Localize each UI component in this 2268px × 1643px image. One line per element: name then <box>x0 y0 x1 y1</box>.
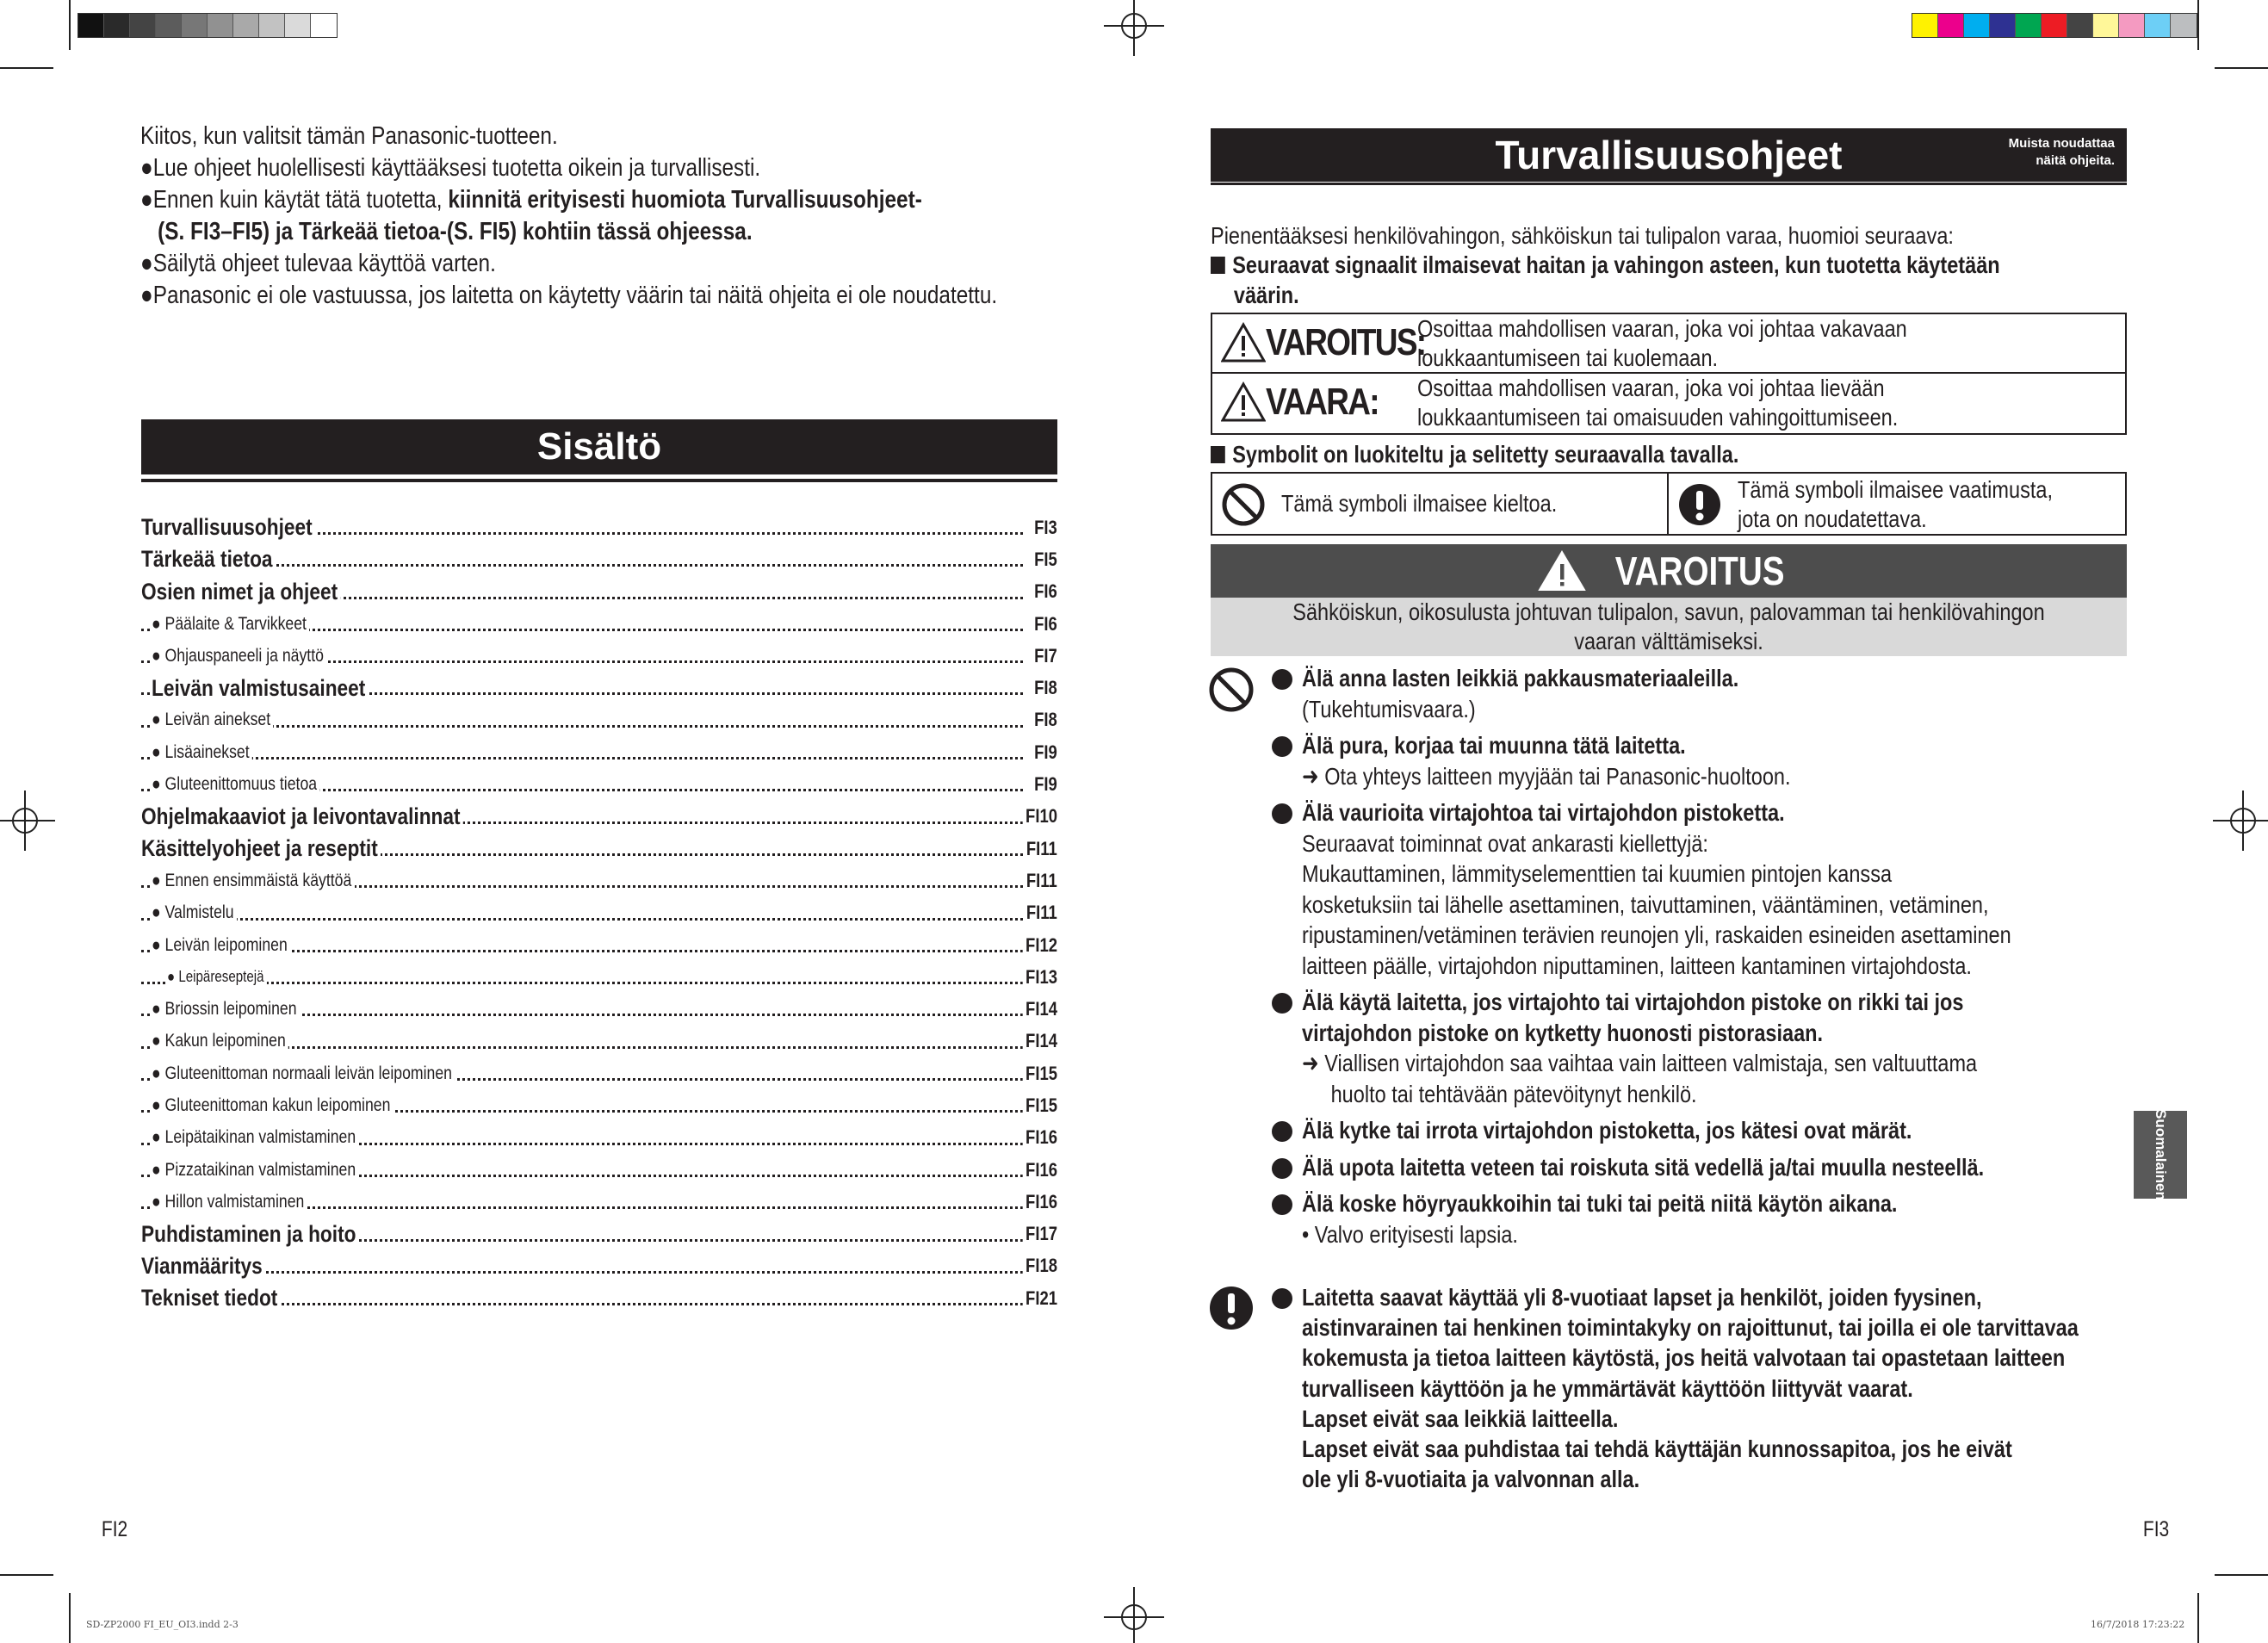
toc-entry-page: FI14 <box>1023 998 1057 1020</box>
color-swatch <box>2042 14 2067 37</box>
grey-swatch <box>233 14 259 37</box>
language-tab: Suomalainen <box>2134 1111 2187 1199</box>
toc-entry-page: FI17 <box>1023 1223 1057 1245</box>
intro-line: ●Ennen kuin käytät tätä tuotetta, kiinnitä erityisesti huomiota Turvallisuusohjeet- <box>140 186 922 214</box>
warning-subtitle: Sähköiskun, oikosulusta johtuvan tulipalon, savun, palovamman tai henkilövahingon vaaran välttämiseksi. <box>1211 598 2127 656</box>
toc-entry-label: ● Ennen ensimmäistä käyttöä <box>152 871 355 891</box>
toc-leader <box>141 918 1023 921</box>
mandatory-icon <box>1677 482 1722 527</box>
toc-entry-label: ● Päälaite & Tarvikkeet <box>152 614 309 635</box>
toc-entry-label: Puhdistaminen ja hoito <box>141 1221 359 1248</box>
toc-entry-page: FI21 <box>1023 1287 1057 1310</box>
header-note: Muista noudattaa näitä ohjeita. <box>2008 136 2115 168</box>
toc-entry-page: FI11 <box>1024 870 1057 892</box>
toc-entry <box>141 1122 1057 1154</box>
warning-bar <box>1211 544 2127 598</box>
symbols-heading: Symbolit on luokiteltu ja selitetty seuraavalla tavalla. <box>1211 439 1738 469</box>
toc-entry <box>141 736 1057 768</box>
signal-label: VAROITUS: <box>1266 321 1426 363</box>
toc-entry <box>141 768 1057 800</box>
crop-mark <box>2197 1593 2199 1643</box>
process-color-bar <box>1912 13 2197 38</box>
toc-entry-label: ● Leivän ainekset <box>152 710 274 730</box>
toc-entry-page: FI15 <box>1023 1063 1057 1085</box>
toc-entry <box>141 1186 1057 1218</box>
crop-mark <box>69 1593 71 1643</box>
toc-entry-page: FI14 <box>1023 1030 1057 1052</box>
toc-entry-label: ● Briossin leipominen <box>152 999 300 1020</box>
crop-mark <box>2197 0 2199 50</box>
toc-entry-page: FI15 <box>1023 1094 1057 1117</box>
toc-entry-label: Ohjelmakaaviot ja leivontavalinnat <box>141 803 463 830</box>
list-item: Älä upota laitetta veteen tai roiskuta sitä vedellä ja/tai muulla nesteellä. <box>1272 1152 2147 1183</box>
slug-file-info: SD-ZP2000 FI_EU_OI3.indd 2-3 <box>86 1619 239 1630</box>
crop-mark <box>0 1574 53 1576</box>
table-of-contents <box>141 512 1057 1314</box>
toc-entry-label: Osien nimet ja ohjeet <box>141 579 340 605</box>
grey-swatch <box>285 14 311 37</box>
toc-entry-page: FI18 <box>1023 1255 1057 1277</box>
toc-entry-page: FI10 <box>1023 805 1057 828</box>
safety-header <box>1211 128 2127 182</box>
list-item: Älä kytke tai irrota virtajohdon pistoketta, jos kätesi ovat märät. <box>1272 1115 2147 1146</box>
signal-description: Osoittaa mahdollisen vaaran, joka voi johtaa lievään loukkaantumiseen tai omaisuuden vahingoittumiseen. <box>1417 375 1899 431</box>
symbol-prohibit-text: Tämä symboli ilmaisee kieltoa. <box>1281 490 1558 517</box>
signal-label: VAARA: <box>1266 381 1379 423</box>
toc-entry-page: FI16 <box>1023 1191 1057 1213</box>
toc-entry <box>141 1154 1057 1186</box>
toc-entry <box>141 704 1057 736</box>
toc-entry-label: Leivän valmistusaineet <box>152 675 369 702</box>
mandatory-icon <box>1208 1285 1255 1331</box>
registration-mark-right <box>2213 790 2268 851</box>
registration-mark-top <box>1104 0 1164 56</box>
toc-entry <box>141 1250 1057 1282</box>
toc-leader <box>141 1271 1023 1274</box>
list-item: Älä käytä laitetta, jos virtajohto tai virtajohdon pistoke on rikki tai jos virtajohdon pistoke on kytketty huonosti pistorasiaan. ➜ Viallisen virtajohdon saa vaihtaa vain laitteen valmistaja, sen valtuuttama huolto tai tehtävään pätevöitynyt henkilö. <box>1272 987 2147 1109</box>
list-item: Laitetta saavat käyttää yli 8-vuotiaat lapset ja henkilöt, joiden fyysinen, aistinvarainen tai henkinen toimintakyky on rajoittunut, tai joilla ei ole tarvittavaa kokemusta ja tietoa laitteen käytöstä, jos heitä valvotaan tai opastetaan laitteen turvalliseen käyttöön ja he ymmärtävät käyttöön liittyvät vaarat. Lapset eivät saa leikkiä laitteella. Lapset eivät saa puhdistaa tai tehdä käyttäjän kunnossapitoa, jos he eivät ole yli 8-vuotiaita ja valvonnan alla. <box>1272 1282 2227 1494</box>
toc-entry <box>141 1282 1057 1314</box>
warning-triangle-icon <box>1221 381 1266 423</box>
toc-entry-label: ● Hillon valmistaminen <box>152 1192 307 1212</box>
toc-entry-page: FI6 <box>1032 580 1057 603</box>
toc-title: Sisältö <box>141 419 1057 474</box>
toc-entry-page: FI13 <box>1023 966 1057 989</box>
color-swatch <box>1964 14 1990 37</box>
toc-entry <box>141 608 1057 640</box>
intro-text <box>140 121 1161 312</box>
intro-line: Kiitos, kun valitsit tämän Panasonic-tuotteen. <box>140 122 558 150</box>
toc-entry-label: ● Gluteenittoman normaali leivän leipominen <box>152 1063 455 1084</box>
list-item: Älä vaurioita virtajohtoa tai virtajohdon pistoketta. Seuraavat toiminnat ovat ankarasti kiellettyjä: Mukauttaminen, lämmityselementtien tai kuumien pintojen kanssa kosketuksiin tai lähelle asettaminen, taivuttaminen, vääntäminen, vetäminen, ripustaminen/vetäminen terävien reunojen yli, raskaiden esineiden asettaminen laitteen päälle, virtajohdon niputtaminen, laitteen kantaminen virtajohdosta. <box>1272 797 2147 981</box>
toc-leader <box>141 757 1023 760</box>
toc-entry-label: ● Valmistelu <box>152 902 237 923</box>
registration-mark-left <box>0 790 55 851</box>
intro-line: ●Lue ohjeet huolellisesti käyttääksesi tuotetta oikein ja turvallisesti. <box>140 154 761 182</box>
warning-triangle-icon <box>1537 549 1587 592</box>
color-swatch <box>2171 14 2197 37</box>
toc-entry-label: ● Lisäainekset <box>152 742 252 763</box>
grey-swatch <box>311 14 337 37</box>
toc-entry <box>141 897 1057 929</box>
toc-entry-page: FI6 <box>1032 613 1057 636</box>
divider <box>1211 183 2127 185</box>
toc-entry-label: Käsittelyohjeet ja reseptit <box>141 835 381 862</box>
toc-entry-label: ● Leivän leipominen <box>152 935 290 956</box>
intro-line: ●Säilytä ohjeet tulevaa käyttöä varten. <box>140 250 496 277</box>
toc-entry-label: Vianmääritys <box>141 1253 265 1280</box>
toc-entry-page: FI8 <box>1032 677 1057 699</box>
toc-entry-page: FI7 <box>1032 645 1057 667</box>
crop-mark <box>2215 67 2268 69</box>
signal-row-caution <box>1212 374 2125 433</box>
toc-entry <box>141 929 1057 961</box>
symbol-required-cell: Tämä symboli ilmaisee vaatimusta, jota on noudatettava. <box>1669 474 2125 534</box>
toc-entry <box>141 512 1057 543</box>
prohibition-list <box>1272 663 2147 1249</box>
toc-entry-page: FI9 <box>1032 741 1057 764</box>
grey-swatch <box>130 14 156 37</box>
safety-intro: Pienentääksesi henkilövahingon, sähköiskun tai tulipalon varaa, huomioi seuraava: <box>1211 222 1954 249</box>
toc-entry-page: FI16 <box>1023 1159 1057 1181</box>
toc-entry-label: Turvallisuusohjeet <box>141 514 315 541</box>
toc-entry <box>141 672 1057 704</box>
grey-swatch <box>259 14 285 37</box>
toc-entry-label: ● Leipäreseptejä <box>167 968 267 986</box>
signal-description: Osoittaa mahdollisen vaaran, joka voi johtaa vakavaan loukkaantumiseen tai kuolemaan. <box>1417 315 1907 371</box>
grey-swatch <box>78 14 104 37</box>
toc-leader <box>141 725 1023 728</box>
toc-entry <box>141 640 1057 672</box>
list-item: Älä anna lasten leikkiä pakkausmateriaaleilla. (Tukehtumisvaara.) <box>1272 663 2147 724</box>
toc-entry <box>141 1089 1057 1121</box>
toc-entry <box>141 961 1057 993</box>
crop-mark <box>0 67 53 69</box>
intro-line: ●Panasonic ei ole vastuussa, jos laitetta on käytetty väärin tai näitä ohjeita ei ole noudatettu. <box>140 282 998 309</box>
color-swatch <box>2093 14 2119 37</box>
toc-entry-page: FI16 <box>1023 1126 1057 1149</box>
toc-entry <box>141 833 1057 865</box>
prohibition-icon <box>1208 666 1255 713</box>
toc-entry-label: ● Kakun leipominen <box>152 1031 288 1051</box>
color-swatch <box>2119 14 2145 37</box>
toc-entry-page: FI11 <box>1024 838 1057 860</box>
slug-timestamp: 16/7/2018 17:23:22 <box>2091 1619 2185 1630</box>
toc-entry <box>141 1057 1057 1089</box>
toc-entry-page: FI11 <box>1024 902 1057 924</box>
toc-entry <box>141 865 1057 896</box>
symbol-table <box>1211 472 2127 536</box>
crop-mark <box>2215 1574 2268 1576</box>
page-number-left: FI2 <box>101 1517 128 1541</box>
grey-swatch <box>104 14 130 37</box>
warning-title: VAROITUS <box>1614 549 1785 593</box>
toc-entry <box>141 801 1057 833</box>
safety-title: Turvallisuusohjeet <box>1495 133 1843 177</box>
toc-entry-label: Tärkeää tietoa <box>141 546 276 573</box>
list-item: Älä koske höyryaukkoihin tai tuki tai peitä niitä käytön aikana. • Valvo erityisesti lapsia. <box>1272 1188 2147 1249</box>
toc-entry-page: FI12 <box>1023 934 1057 957</box>
color-swatch <box>1912 14 1938 37</box>
crop-mark <box>69 0 71 50</box>
toc-leader <box>141 982 1023 984</box>
toc-entry <box>141 1218 1057 1250</box>
signal-table <box>1211 313 2127 435</box>
color-swatch <box>1990 14 2016 37</box>
toc-entry-label: ● Leipätaikinan valmistaminen <box>152 1127 359 1148</box>
grey-color-bar <box>77 13 338 38</box>
color-swatch <box>2067 14 2093 37</box>
toc-entry-label: ● Gluteenittomuus tietoa <box>152 774 319 795</box>
toc-entry-label: ● Ohjauspaneeli ja näyttö <box>152 646 326 666</box>
prohibition-icon <box>1221 482 1266 527</box>
divider <box>141 479 1057 482</box>
toc-entry-page: FI3 <box>1032 517 1057 539</box>
color-swatch <box>1938 14 1964 37</box>
signal-row-warning <box>1212 314 2125 374</box>
color-swatch <box>2016 14 2042 37</box>
warning-triangle-icon <box>1221 322 1266 363</box>
symbol-prohibit-cell <box>1212 474 1669 534</box>
toc-entry-page: FI8 <box>1032 709 1057 731</box>
toc-entry <box>141 1026 1057 1057</box>
registration-mark-bottom <box>1104 1587 1164 1643</box>
signals-heading: Seuraavat signaalit ilmaisevat haitan ja vahingon asteen, kun tuotetta käytetään väärin. <box>1211 250 2000 310</box>
toc-entry-label: Tekniset tiedot <box>141 1285 281 1311</box>
toc-entry-label: ● Gluteenittoman kakun leipominen <box>152 1095 393 1116</box>
requirement-list <box>1272 1282 2227 1494</box>
toc-entry <box>141 993 1057 1025</box>
toc-entry-page: FI9 <box>1032 773 1057 796</box>
list-item: Älä pura, korjaa tai muunna tätä laitetta. ➜ Ota yhteys laitteen myyjään tai Panasonic-huoltoon. <box>1272 730 2147 791</box>
toc-entry <box>141 576 1057 608</box>
color-swatch <box>2145 14 2171 37</box>
page-number-right: FI3 <box>2142 1517 2170 1541</box>
toc-entry <box>141 543 1057 575</box>
toc-entry-page: FI5 <box>1032 549 1057 571</box>
toc-entry-label: ● Pizzataikinan valmistaminen <box>152 1160 359 1181</box>
intro-line: (S. FI3–FI5) ja Tärkeää tietoa-(S. FI5) kohtiin tässä ohjeessa. <box>158 218 753 245</box>
grey-swatch <box>182 14 208 37</box>
grey-swatch <box>156 14 182 37</box>
grey-swatch <box>208 14 233 37</box>
